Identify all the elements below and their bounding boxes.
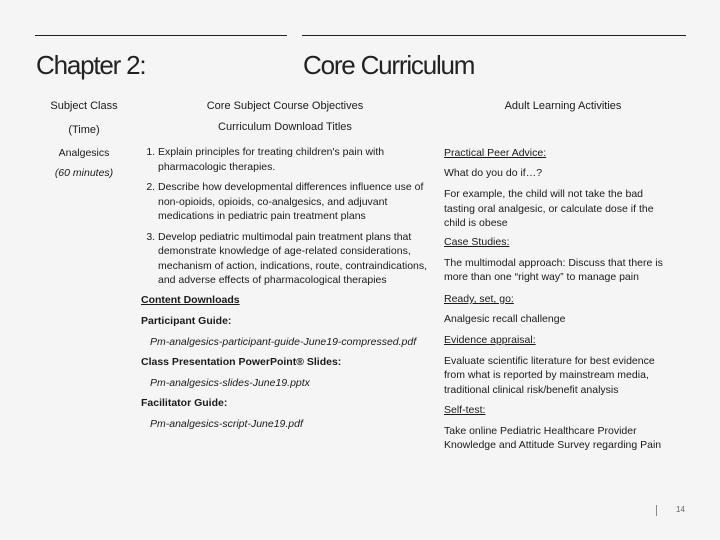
objective-item: 1. Explain principles for treating children's pain with pharmacologic therapies. — [158, 145, 435, 174]
slides-label: Class Presentation PowerPoint® Slides: — [141, 356, 342, 368]
footer-divider — [656, 505, 657, 516]
participant-guide-label: Participant Guide: — [141, 315, 232, 327]
objectives-list — [140, 145, 435, 294]
activity-text: The multimodal approach: Discuss that there is more than one “right way” to manage pain — [444, 256, 663, 283]
column-header-subject: Subject Class — [50, 100, 118, 112]
activity-evidence-appraisal — [444, 333, 676, 397]
activity-self-test — [444, 403, 679, 453]
activity-text: Evaluate scientific literature for best evidence from what is reported by mainstream media, traditional clinical risk/benefit analysis — [444, 354, 655, 396]
facilitator-guide-label: Facilitator Guide: — [141, 397, 228, 409]
activity-ready-set-go — [444, 292, 676, 326]
facilitator-guide-file[interactable]: Pm-analgesics-script-June19.pdf — [150, 418, 303, 430]
activity-case-studies — [444, 235, 676, 285]
activity-text: What do you do if…? — [444, 166, 543, 179]
objective-item: 3. Develop pediatric multimodal pain treatment plans that demonstrate knowledge of age-related considerations, mechanism of action, indications, route, contraindications, and adverse effects of pharmacological therapies — [158, 230, 435, 288]
slides-file[interactable]: Pm-analgesics-slides-June19.pptx — [150, 377, 310, 389]
activity-title: Case Studies: — [444, 236, 510, 248]
activity-title: Ready, set, go: — [444, 293, 514, 305]
column-header-objectives: Core Subject Course Objectives — [206, 100, 364, 112]
activity-practical-peer-advice — [444, 146, 676, 231]
activity-text: Analgesic recall challenge — [444, 312, 566, 325]
subject-duration: (60 minutes) — [54, 167, 114, 179]
content-downloads-heading: Content Downloads — [141, 294, 240, 306]
objective-item: 2. Describe how developmental differences influence use of non-opioids, opioids, co-analgesics, and adjuvant medications in pediatric pain treatment plans — [158, 180, 435, 224]
activity-text: Take online Pediatric Healthcare Provider Knowledge and Attitude Survey regarding Pain — [444, 424, 662, 451]
column-header-time: (Time) — [68, 124, 100, 136]
activity-title: Self-test: — [444, 404, 486, 416]
chapter-title: Chapter 2: — [36, 50, 146, 80]
column-header-activities: Adult Learning Activities — [504, 100, 622, 112]
column-header-downloads: Curriculum Download Titles — [218, 121, 352, 133]
header-rule-right — [302, 35, 686, 36]
subject-name: Analgesics — [58, 147, 110, 159]
activity-text: For example, the child will not take the bad tasting oral analgesic, or calculate dose if the child is obese — [444, 188, 654, 229]
participant-guide-file[interactable]: Pm-analgesics-participant-guide-June19-compressed.pdf — [150, 336, 417, 348]
page-number: 14 — [676, 505, 685, 514]
section-title: Core Curriculum — [303, 50, 475, 80]
activity-title: Evidence appraisal: — [444, 334, 536, 346]
activity-title: Practical Peer Advice: — [444, 147, 547, 159]
header-rule-left — [35, 35, 287, 36]
